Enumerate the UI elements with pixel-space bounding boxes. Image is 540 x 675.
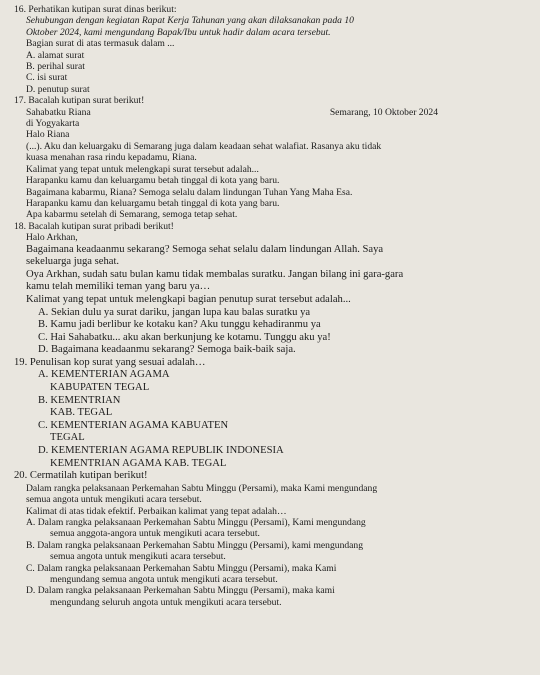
letter-recipient: Sahabatku Riana <box>26 106 91 118</box>
question-17-option-2: Bagaimana kabarmu, Riana? Semoga selalu dalam lindungan Tuhan Yang Maha Esa. <box>26 186 353 198</box>
question-18 <box>14 221 528 357</box>
letter-body-line-1: (...). Aku dan keluargaku di Semarang juga dalam keadaan sehat walafiat. Rasanya aku tidak <box>26 140 382 152</box>
question-18-prompt: Kalimat yang tepat untuk melengkapi bagian penutup surat tersebut adalah... <box>26 293 351 305</box>
question-20-title: 20. Cermatilah kutipan berikut! <box>14 470 148 482</box>
question-16 <box>14 4 528 95</box>
letter-location: di Yogyakarta <box>26 118 80 130</box>
question-20-option-a-line-2: semua anggota-angora untuk mengikuti acara tersebut. <box>50 528 260 540</box>
question-17-title: 17. Bacalah kutipan surat berikut! <box>14 95 145 107</box>
question-18-body-line-4: kamu telah memiliki teman yang baru ya… <box>26 281 211 293</box>
question-17-option-3: Harapanku kamu dan keluargamu betah tinggal di kota yang baru. <box>26 197 280 209</box>
question-20-option-b-line-2: semua angota untuk mengikuti acara tersebut. <box>50 551 226 563</box>
question-18-option-c: C. Hai Sahabatku... aku akan berkunjung ke kotamu. Tunggu aku ya! <box>38 331 331 343</box>
question-20-option-a: A. Dalam rangka pelaksanaan Perkemahan Sabtu Minggu (Persami), Kami mengundang <box>26 517 366 529</box>
letter-body-line-2: kuasa menahan rasa rindu kepadamu, Riana. <box>26 152 197 164</box>
question-17 <box>14 95 528 220</box>
question-17-option-1: Harapanku kamu dan keluargamu betah tinggal di kota yang baru. <box>26 175 280 187</box>
question-18-body-line-3: Oya Arkhan, sudah satu bulan kamu tidak membalas suratku. Jangan bilang ini gara-gara <box>26 268 404 280</box>
question-20-option-c-line-2: mengundang semua angota untuk mengikuti acara tersebut. <box>50 574 278 586</box>
question-16-option-a: A. alamat surat <box>26 49 85 61</box>
question-16-excerpt-line-1: Sehubungan dengan kegiatan Rapat Kerja Tahunan yang akan dilaksanakan pada 10 <box>26 15 354 27</box>
question-16-prompt: Bagian surat di atas termasuk dalam ... <box>26 38 175 50</box>
question-19-option-d: D. KEMENTERIAN AGAMA REPUBLIK INDONESIA <box>38 445 284 457</box>
question-18-body-line-2: sekeluarga juga sehat. <box>26 256 120 268</box>
question-18-option-d: D. Bagaimana keadaanmu sekarang? Semoga baik-baik saja. <box>38 344 296 356</box>
question-20 <box>14 470 528 608</box>
question-16-title: 16. Perhatikan kutipan surat dinas berikut: <box>14 4 177 15</box>
question-20-body-line-1: Dalam rangka pelaksanaan Perkemahan Sabtu Minggu (Persami), maka Kami mengundang <box>26 482 378 494</box>
question-17-prompt: Kalimat yang tepat untuk melengkapi surat tersebut adalah... <box>26 163 259 175</box>
question-18-option-a: A. Sekian dulu ya surat dariku, jangan lupa kau balas suratku ya <box>38 306 311 318</box>
question-19-option-b: B. KEMENTRIAN <box>38 394 121 406</box>
question-18-greeting: Halo Arkhan, <box>26 232 78 244</box>
question-20-body-line-2: semua angota untuk mengikuti acara tersebut. <box>26 494 202 506</box>
question-16-option-c: C. isi surat <box>26 72 68 84</box>
question-18-body-line-1: Bagaimana keadaanmu sekarang? Semoga sehat selalu dalam lindungan Allah. Saya <box>26 243 384 255</box>
question-19-option-a-line-2: KABUPATEN TEGAL <box>50 382 150 394</box>
question-19-option-c: C. KEMENTERIAN AGAMA KABUATEN <box>38 419 229 431</box>
question-20-option-d: D. Dalam rangka pelaksanaan Perkemahan Sabtu Minggu (Persami), maka kami <box>26 585 335 597</box>
question-17-option-4: Apa kabarmu setelah di Semarang, semoga tetap sehat. <box>26 209 238 221</box>
question-19-option-a: A. KEMENTERIAN AGAMA <box>38 369 170 381</box>
question-20-option-d-line-2: mengundang seluruh angota untuk mengikuti acara tersebut. <box>50 596 282 608</box>
letter-greeting: Halo Riana <box>26 129 70 141</box>
question-16-excerpt-line-2: Oktober 2024, kami mengundang Bapak/Ibu untuk hadir dalam acara tersebut. <box>26 26 331 38</box>
question-20-option-b: B. Dalam rangka pelaksanaan Perkemahan Sabtu Minggu (Persami), kami mengundang <box>26 539 364 551</box>
question-16-option-b: B. perihal surat <box>26 61 85 73</box>
question-19-option-d-line-2: KEMENTRIAN AGAMA KAB. TEGAL <box>50 457 227 469</box>
question-18-option-b: B. Kamu jadi berlibur ke kotaku kan? Aku tunggu kehadiranmu ya <box>38 319 321 331</box>
question-20-prompt: Kalimat di atas tidak efektif. Perbaikan kalimat yang tepat adalah… <box>26 505 287 517</box>
question-16-option-d: D. penutup surat <box>26 83 90 95</box>
question-19-option-c-line-2: TEGAL <box>50 432 85 444</box>
question-19-title: 19. Penulisan kop surat yang sesuai adalah… <box>14 356 206 368</box>
letter-place-date: Semarang, 10 Oktober 2024 <box>329 106 438 118</box>
question-18-title: 18. Bacalah kutipan surat pribadi berikut! <box>14 220 174 232</box>
letter-header-row <box>14 107 528 118</box>
question-19-option-b-line-2: KAB. TEGAL <box>50 407 113 419</box>
question-19 <box>14 357 528 470</box>
question-20-option-c: C. Dalam rangka pelaksanaan Perkemahan Sabtu Minggu (Persami), maka Kami <box>26 562 337 574</box>
